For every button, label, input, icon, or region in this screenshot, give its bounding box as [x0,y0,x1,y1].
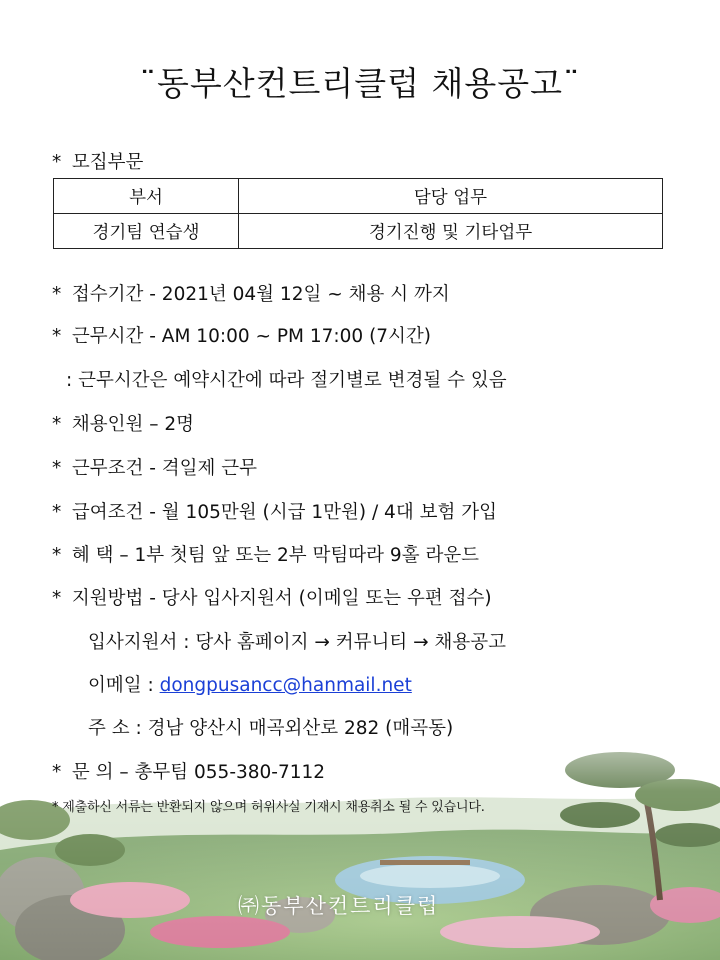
work-hours-note: : 근무시간은 예약시간에 따라 절기별로 변경될 수 있음 [66,370,507,391]
inquiry-line: * 문 의 – 총무팀 055-380-7112 [52,762,326,783]
recruitment-table [53,178,663,249]
salary-line: * 급여조건 - 월 105만원 (시급 1만원) / 4대 보험 가입 [52,502,497,523]
application-form-line: 입사지원서 : 당사 홈페이지 → 커뮤니티 → 채용공고 [88,632,506,653]
how-to-apply-line: * 지원방법 - 당사 입사지원서 (이메일 또는 우편 접수) [52,588,492,609]
email-line: 이메일 : dongpusancc@hanmail.net [88,675,412,696]
club-name-watermark: ㈜동부산컨트리클럽 [238,894,440,918]
benefits-line: * 혜 택 – 1부 첫팀 앞 또는 2부 막팀따라 9홀 라운드 [52,545,480,566]
table-cell-department: 경기팀 연습생 [54,214,239,249]
headcount-line: * 채용인원 – 2명 [52,414,195,435]
footnote: * 제출하신 서류는 반환되지 않으며 허위사실 기재시 채용취소 될 수 있습니다. [52,800,485,815]
table-row [54,214,663,249]
work-conditions-line: * 근무조건 - 격일제 근무 [52,458,258,479]
email-link[interactable]: dongpusancc@hanmail.net [159,675,412,696]
table-header-duties: 담당 업무 [239,179,663,214]
work-hours-line: * 근무시간 - AM 10:00 ~ PM 17:00 (7시간) [52,326,432,347]
address-line: 주 소 : 경남 양산시 매곡외산로 282 (매곡동) [88,718,454,739]
page-title: ¨동부산컨트리클럽 채용공고¨ [139,64,581,103]
application-period-line: * 접수기간 - 2021년 04월 12일 ~ 채용 시 까지 [52,284,450,305]
section-recruitment-field: * 모집부문 [52,152,144,173]
table-header-row [54,179,663,214]
table-header-department: 부서 [54,179,239,214]
table-cell-duties: 경기진행 및 기타업무 [239,214,663,249]
